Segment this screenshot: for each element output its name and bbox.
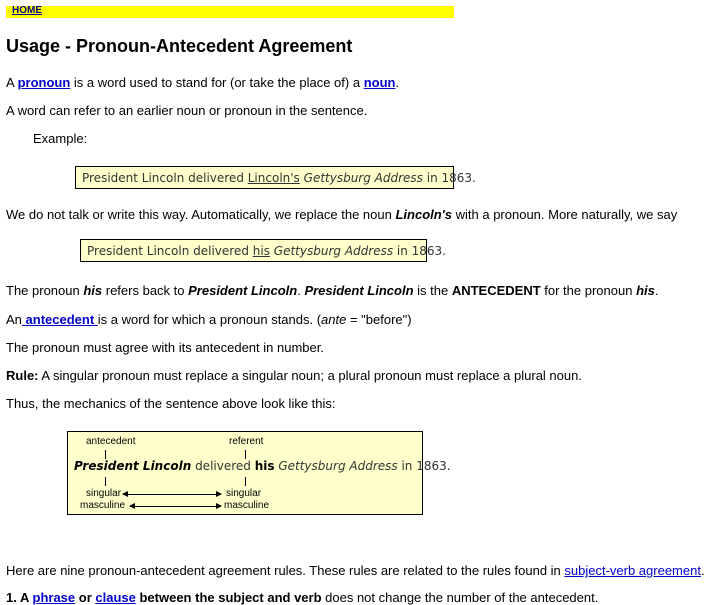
diagram-sentence: [74, 459, 451, 473]
italic-title: Gettysburg Address: [278, 459, 398, 473]
connector-line: [105, 450, 106, 459]
bold-word: ANTECEDENT: [451, 283, 541, 298]
bold-italic-word: Lincoln's: [395, 207, 453, 222]
example-box-1: [75, 166, 476, 189]
text: We do not talk or write this way. Automatically, we replace the noun: [6, 207, 396, 222]
home-nav-bar: [6, 6, 454, 18]
italic-title: Gettysburg Address: [303, 171, 423, 185]
text: = "before"): [346, 312, 412, 327]
mechanics-diagram: [67, 431, 451, 515]
paragraph-pronoun-definition: [6, 75, 399, 90]
text: for the pronoun: [540, 283, 637, 298]
paragraph-antecedent-explained: [6, 283, 658, 298]
paragraph-replace: [6, 207, 677, 222]
paragraph-rule: [6, 368, 582, 383]
antecedent-word: President Lincoln: [74, 459, 192, 473]
subject-verb-agreement-link[interactable]: subject-verb agreement: [564, 563, 701, 578]
bold-italic-word: his: [83, 283, 103, 298]
text: An: [6, 312, 22, 327]
double-arrow-icon: [123, 494, 221, 495]
paragraph-mechanics: Thus, the mechanics of the sentence above look like this:: [6, 396, 336, 411]
double-arrow-icon: [130, 506, 221, 507]
bold-italic-word: President Lincoln: [304, 283, 414, 298]
rule-number: 1.: [6, 590, 20, 605]
left-singular-label: singular: [86, 488, 122, 499]
paragraph-antecedent-definition: [6, 312, 412, 327]
text: President Lincoln delivered: [87, 244, 253, 258]
antecedent-link[interactable]: antecedent: [21, 312, 98, 327]
text: refers back to: [102, 283, 189, 298]
page-title: Usage - Pronoun-Antecedent Agreement: [6, 36, 353, 56]
text: in 1863.: [393, 244, 446, 258]
home-link[interactable]: HOME: [12, 5, 42, 16]
pronoun-link[interactable]: pronoun: [17, 75, 71, 90]
referent-word: his: [254, 459, 275, 473]
text: .: [654, 283, 659, 298]
text: in 1863.: [397, 459, 451, 473]
text: A: [6, 75, 18, 90]
paragraph-refer: A word can refer to an earlier noun or pronoun in the sentence.: [6, 103, 368, 118]
example-label: Example:: [33, 131, 88, 146]
text: in 1863.: [422, 171, 476, 185]
connector-line: [245, 477, 246, 486]
text: is the: [413, 283, 452, 298]
left-masculine-label: masculine: [80, 500, 126, 511]
connector-line: [245, 450, 246, 459]
text: .: [700, 563, 705, 578]
clause-link[interactable]: clause: [95, 590, 136, 605]
referent-label: referent: [229, 436, 264, 447]
right-singular-label: singular: [226, 488, 262, 499]
text: Here are nine pronoun-antecedent agreement rules. These rules are related to the rules found in: [6, 563, 565, 578]
text: delivered: [191, 459, 255, 473]
text: A: [19, 590, 33, 605]
antecedent-label: antecedent: [86, 436, 136, 447]
rule-1: [6, 590, 598, 605]
bold-italic-word: President Lincoln: [188, 283, 298, 298]
text: between the subject and verb: [135, 590, 322, 605]
italic-title: Gettysburg Address: [273, 244, 394, 258]
phrase-link[interactable]: phrase: [32, 590, 76, 605]
text: with a pronoun. More naturally, we say: [452, 207, 678, 222]
text: .: [297, 283, 305, 298]
text: does not change the number of the antecedent.: [321, 590, 599, 605]
text: or: [75, 590, 96, 605]
text: President Lincoln delivered: [82, 171, 248, 185]
text: .: [395, 75, 400, 90]
underlined-noun: Lincoln's: [247, 171, 300, 185]
text: is a word for which a pronoun stands. (: [97, 312, 322, 327]
paragraph-nine-rules: [6, 563, 705, 578]
bold-italic-word: his: [636, 283, 655, 298]
text: is a word used to stand for (or take the place of) a: [70, 75, 364, 90]
italic-word: ante: [321, 312, 347, 327]
noun-link[interactable]: noun: [363, 75, 396, 90]
underlined-pronoun: his: [252, 244, 270, 258]
text: A singular pronoun must replace a singular noun; a plural pronoun must replace a plural noun.: [38, 368, 582, 383]
paragraph-agree: The pronoun must agree with its antecedent in number.: [6, 340, 324, 355]
rule-label: Rule:: [6, 368, 39, 383]
connector-line: [105, 477, 106, 486]
right-masculine-label: masculine: [224, 500, 270, 511]
text: The pronoun: [6, 283, 84, 298]
example-box-2: [80, 239, 446, 262]
